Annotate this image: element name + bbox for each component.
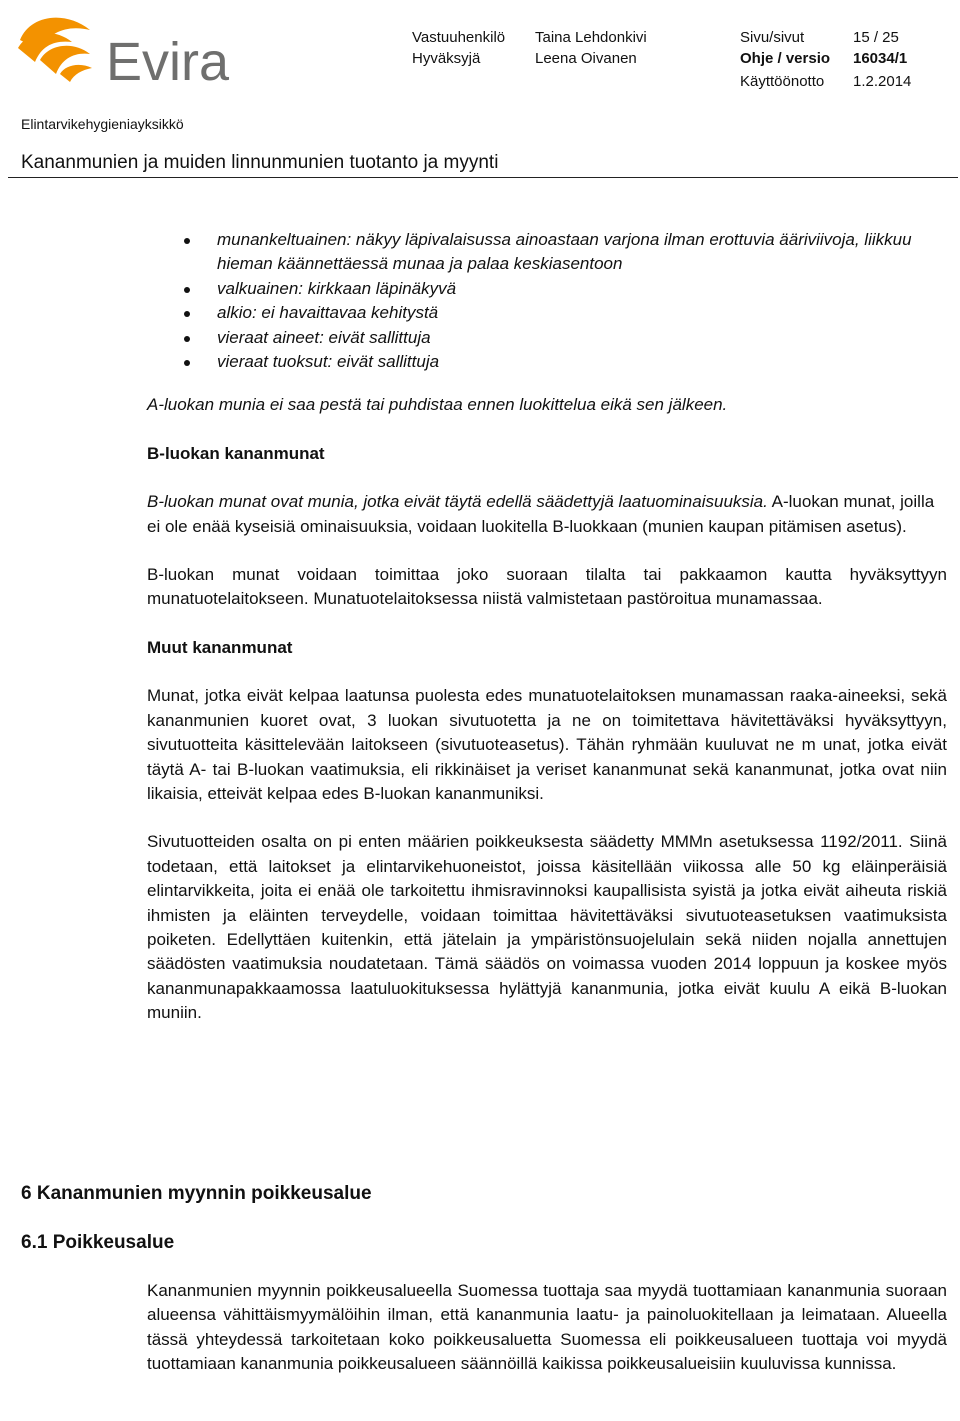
version-value: 16034/1 [853, 50, 908, 67]
bullet-dot-icon [184, 238, 190, 244]
quality-criteria-list [147, 228, 947, 374]
effective-label: Käyttöönotto [740, 73, 825, 90]
section-6-1-heading: 6.1 Poikkeusalue [21, 1232, 175, 1253]
b-class-para-1: B-luokan munat ovat munia, jotka eivät täytä edellä säädettyjä laatuominaisuuksia. A-luokan munat, joilla ei ole enää kyseisiä ominaisuuksia, voidaan luokitella B-luokkaan (munien kaupan pitämisen asetus). [147, 492, 935, 536]
header-divider [8, 177, 958, 178]
responsible-label: Vastuuhenkilö [412, 29, 506, 46]
b-class-para-2: B-luokan munat voidaan toimittaa joko suoraan tilalta tai pakkaamon kautta hyväksyttyyn munatuotelaitokseen. Munatuotelaitoksessa niistä valmistetaan pastöroitua munamassaa. [147, 565, 947, 609]
bullet-dot-icon [184, 311, 190, 317]
b-class-heading: B-luokan kananmunat [147, 443, 325, 463]
responsible-value: Taina Lehdonkivi [535, 29, 647, 46]
version-label: Ohje / versio [740, 50, 831, 67]
evira-logo [10, 10, 265, 90]
list-item: munankeltuainen: näkyy läpivalaisussa ainoastaan varjona ilman erottuvia ääriviivoja, liikkuu hieman käännettäessä munaa ja palaa keskiasentoon [147, 228, 947, 277]
section-6-heading: 6 Kananmunien myynnin poikkeusalue [21, 1183, 372, 1204]
bullet-dot-icon [184, 336, 190, 342]
list-item: valkuainen: kirkkaan läpinäkyvä [147, 277, 947, 301]
a-class-note: A-luokan munia ei saa pestä tai puhdistaa ennen luokittelua eikä sen jälkeen. [147, 395, 728, 415]
bullet-dot-icon [184, 360, 190, 366]
approver-value: Leena Oivanen [535, 50, 637, 67]
other-eggs-para-1: Munat, jotka eivät kelpaa laatunsa puolesta edes munatuotelaitoksen munamassan raaka-aineeksi, sekä kananmunien kuoret ovat, 3 luokan sivutuotetta ja ne on toimitettava hävitettäväksi hyväksyttyyn, sivutuotteita käsittelevään laitokseen (sivutuoteasetus). Tähän ryhmään kuuluvat ne m unat, jotka eivät täytä A- tai B-luokan vaatimuksia, eli rikkinäiset ja veriset kananmunat sekä kananmunat, jotka ovat niin likaisia, etteivät kelpaa edes B-luokan kananmuniksi. [147, 686, 947, 803]
list-item: vieraat aineet: eivät sallittuja [147, 326, 947, 350]
other-eggs-heading: Muut kananmunat [147, 637, 293, 657]
bullet-dot-icon [184, 287, 190, 293]
document-title: Kananmunien ja muiden linnunmunien tuotanto ja myynti [21, 152, 499, 173]
effective-value: 1.2.2014 [853, 73, 912, 90]
page-label: Sivu/sivut [740, 29, 805, 46]
other-eggs-para-2: Sivutuotteiden osalta on pi enten määrien poikkeuksesta säädetty MMMn asetuksessa 1192/2011. Siinä todetaan, että laitokset ja elintarvikehuoneistot, joissa käsitellään viikossa alle 50 kg eläinperäisiä elintarvikkeita, joita ei enää ole tarkoitettu ihmisravinnoksi kaupallisista syistä ja jotka eivät aiheuta riskiä ihmisten ja eläinten terveydelle, voidaan toimittaa hävitettäväksi sivutuoteasetuksen vaatimuksista poiketen. Edellyttäen kuitenkin, että jätelain ja ympäristönsuojelulain sekä niiden nojalla annettujen säädösten vaatimuksia noudatetaan. Tämä säädös on voimassa vuoden 2014 loppuun ja koskee myös kananmunapakkaamossa laatuluokituksessa hylättyjä kananmunia, jotka eivät kuulu A eikä B-luokan muniin. [147, 832, 947, 1023]
section-6-content [147, 1279, 947, 1401]
list-item: vieraat tuoksut: eivät sallittuja [147, 350, 947, 374]
logo-wordmark: Evira [106, 32, 230, 90]
evira-leaf-icon [10, 10, 265, 90]
approver-label: Hyväksyjä [412, 50, 481, 67]
list-item: alkio: ei havaittavaa kehitystä [147, 301, 947, 325]
page-value: 15 / 25 [853, 29, 899, 46]
main-content [147, 228, 947, 1050]
section-6-1-para: Kananmunien myynnin poikkeusalueella Suomessa tuottaja saa myydä tuottamiaan kananmunia suoraan alueensa vähittäismyymälöihin ilman, että kananmunia laatu- ja painoluokitellaan ja leimataan. Alueella tässä yhteydessä tarkoitetaan koko poikkeusaluetta Suomessa eli poikkeusalueen tuottaja voi myydä tuottamiaan kananmunia poikkeusalueen säännöillä kaikissa poikkeusalueisiin kuuluvissa kunnissa. [147, 1281, 947, 1374]
unit-name: Elintarvikehygieniayksikkö [21, 116, 184, 132]
